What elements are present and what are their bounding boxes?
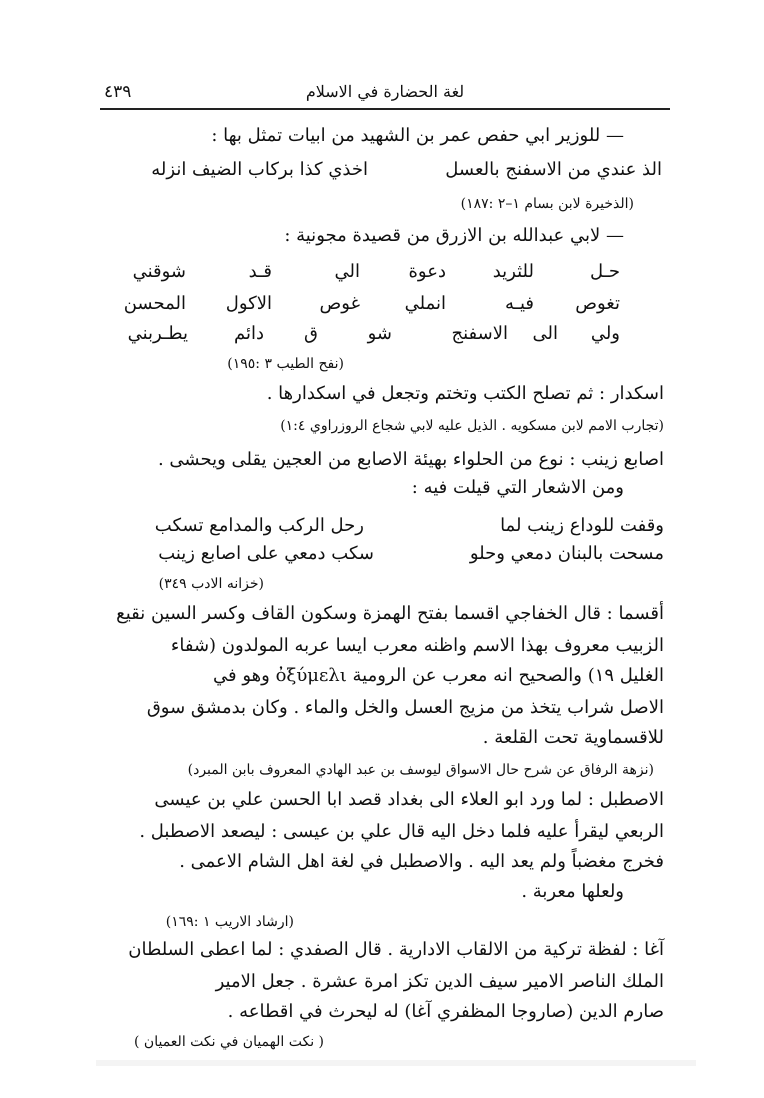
entry-4-verse-1-right: وقفت للوداع زينب لما [500,515,664,536]
entry-7-line: آغا : لفظة تركية من الالقاب الادارية . قال الصفدي : لما اعطى السلطان [128,939,664,960]
entry-4-text-2: ومن الاشعار التي قيلت فيه : [411,477,624,498]
entry-5-line: الغليل ١٩) والصحيح انه معرب عن الرومية ὀξύμελι وهو في [213,665,664,686]
verse-word: دائم [233,323,264,344]
verse-word: شو [367,323,392,344]
page-number: ٤٣٩ [104,82,132,102]
entry-6-line: الربعي ليقرأ عليه فلما دخل اليه قال علي بن عيسى : ليصعد الاصطبل . [139,821,664,842]
verse-word: تغوص [575,293,620,314]
verse-word: فيـه [505,293,534,314]
entry-5-line: أقسما : قال الخفاجي اقسما بفتح الهمزة وسكون القاف وكسر السين نقيع [116,603,664,624]
verse-word: للثريد [492,261,534,282]
entry-5-line: الاصل شراب يتخذ من مزيج العسل والخل والماء . وكان بدمشق سوق [146,697,664,718]
page-header [100,78,670,110]
entry-4-verse-2-right: مسحت بالبنان دمعي وحلو [469,543,664,564]
entry-4-verse-1-left: رحل الركب والمدامع تسكب [154,515,364,536]
verse-word: غوص [319,293,360,314]
entry-6-line: ولعلها معربة . [521,881,624,902]
verse-word: انملي [404,293,446,314]
entry-5-line: للاقسماوية تحت القلعة . [482,727,664,748]
entry-5-line: الزبيب معروف بهذا الاسم واظنه معرب ايسا عربه المولدون (شفاء [170,635,664,656]
entry-6-line: فخرج مغضباً ولم يعد اليه . والاصطبل في لغة اهل الشام الاعمى . [179,851,664,872]
verse-word: الي [334,261,360,282]
verse-word: الاكول [225,293,272,314]
entry-5-source: (نزهة الرفاق عن شرح حال الاسواق ليوسف بن عبد الهادي المعروف بابن المبرد) [187,762,654,778]
entry-6-line: الاصطبل : لما ورد ابو العلاء الى بغداد قصد ابا الحسن علي بن عيسى [154,789,664,810]
verse-word: قـد [248,261,272,282]
verse-word: دعوة [408,261,446,282]
verse-word: الى [532,323,558,344]
entry-2-source: (نفح الطيب ٣ :١٩٥) [227,356,344,372]
verse-word: المحسن [123,293,186,314]
entry-7-line: الملك الناصر الامير سيف الدين تكز امرة عشرة . جعل الامير [215,971,664,992]
verse-word: حـل [589,261,620,282]
verse-word: ق [304,323,318,344]
entry-7-source: ( نكت الهميان في نكت العميان ) [134,1034,324,1050]
entry-1-intro: — للوزير ابي حفص عمر بن الشهيد من ابيات تمثل بها : [211,125,624,146]
verse-word: شوقني [132,261,186,282]
entry-4-text: اصابع زينب : نوع من الحلواء بهيئة الاصابع من العجين يقلى ويحشى . [157,449,664,470]
entry-3-text: اسكدار : ثم تصلح الكتب وتختم وتجعل في اسكدارها . [266,383,664,404]
entry-1-verse-hemistich-left: اخذي كذا بركاب الضيف انزله [151,159,368,180]
verse-word: يطـربني [127,323,188,344]
verse-word: ولي [590,323,620,344]
page-bottom-margin [96,1060,696,1066]
entry-3-source: (تجارب الامم لابن مسكويه . الذيل عليه لابي شجاع الروزراوي ١:٤) [280,418,664,434]
entry-1-verse-hemistich-right: الذ عندي من الاسفنج بالعسل [445,159,662,180]
running-title: لغة الحضارة في الاسلام [305,82,465,101]
entry-1-source: (الذخيرة لابن بسام ١–٢ :١٨٧) [460,196,634,212]
entry-6-source: (ارشاد الاريب ١ :١٦٩) [165,914,294,930]
entry-4-source: (خزانه الادب ٣٤٩) [158,576,264,592]
entry-4-verse-2-left: سكب دمعي على اصابع زينب [158,543,374,564]
verse-word: الاسفنج [451,323,508,344]
entry-2-intro: — لابي عبدالله بن الازرق من قصيدة مجونية : [284,225,624,246]
entry-7-line: صارم الدين (صاروجا المظفري آغا) له ليحرث في اقطاعه . [227,1001,664,1022]
